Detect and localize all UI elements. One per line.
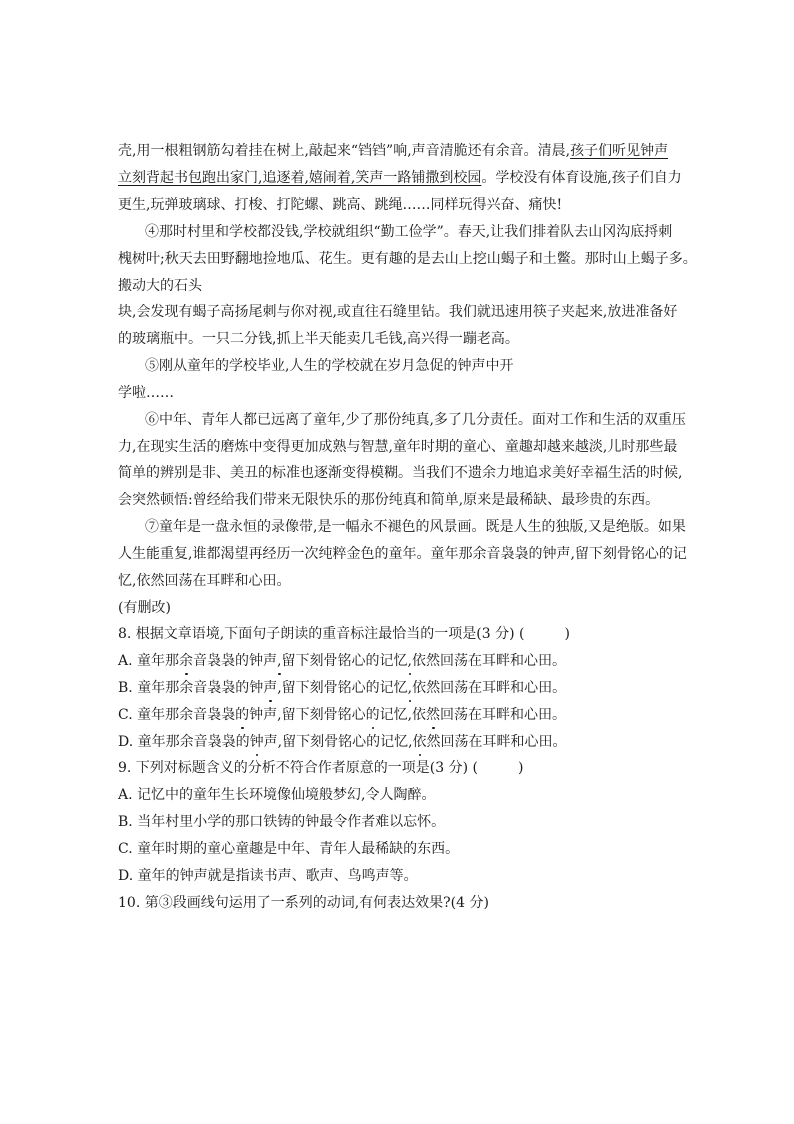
question-9-stem: 9. 下列对标题含义的分析不符合作者原意的一项是(3 分) ( ) — [118, 760, 524, 776]
stress-mark-char: 的 — [365, 707, 380, 723]
stress-mark-char: 依 — [412, 734, 427, 750]
underlined-sentence: 立刻背起书包跑出家门,追逐着,嬉闹着,笑声一路铺撒到校园 — [118, 170, 482, 186]
question-10-stem: 10. 第③段画线句运用了一系列的动词,有何表达效果?(4 分) — [118, 895, 489, 911]
paragraph-7-line-2: 人生能重复,谁都渴望再经历一次纯粹金色的童年。童年那余音袅袅的钟声,留下刻骨铭心的记 — [118, 546, 687, 562]
paragraph-4-line-2: 槐树叶;秋天去田野翻地捡地瓜、花生。更有趣的是去山上挖山蝎子和土鳖。那时山上蝎子多。 — [118, 251, 697, 267]
paragraph-4-line-5: 的玻璃瓶中。一只二分钱,抓上半天能卖几毛钱,高兴得一蹦老高。 — [118, 331, 519, 347]
paragraph-5-line-2: 学啦…… — [118, 385, 174, 401]
paragraph-4-line-4: 块,会发现有蝎子高扬尾刺与你对视,或直往石缝里钻。我们就迅速用筷子夹起来,放进准备好 — [118, 304, 678, 320]
paragraph-3-line-1: 壳,用一根粗钢筋勾着挂在树上,敲起来“铛铛”响,声音清脆还有余音。清晨,孩子们听见钟声 — [118, 143, 669, 159]
paragraph-3-line-2: 立刻背起书包跑出家门,追逐着,嬉闹着,笑声一路铺撒到校园。学校没有体育设施,孩子们自力 — [118, 170, 682, 186]
paragraph-6-line-2: 力,在现实生活的磨炼中变得更加成熟与智慧,童年时期的童心、童趣却越来越淡,儿时那些最 — [118, 439, 678, 455]
paragraph-5-line-1: ⑤刚从童年的学校毕业,人生的学校就在岁月急促的钟声中开 — [145, 358, 514, 374]
paragraph-4-line-3: 搬动大的石头 — [118, 278, 202, 294]
paragraph-6-line-4: 会突然顿悟:曾经给我们带来无限快乐的那份纯真和简单,原来是最稀缺、最珍贵的东西。 — [118, 492, 660, 508]
paragraph-7-line-1: ⑦童年是一盘永恒的录像带,是一幅永不褪色的风景画。既是人生的独版,又是绝版。如果 — [145, 519, 686, 535]
question-9-option-d: D. 童年的钟声就是指读书声、歌声、鸟鸣声等。 — [118, 868, 418, 884]
question-9-option-c: C. 童年时期的童心童趣是中年、青年人最稀缺的东西。 — [118, 841, 460, 857]
stress-mark-char: 的 — [235, 707, 250, 723]
stress-mark-char: 然 — [426, 707, 441, 723]
edit-note: (有删改) — [118, 600, 171, 616]
stress-mark-char: , — [407, 680, 413, 696]
stress-mark-char: 钟 — [249, 734, 264, 750]
paragraph-6-line-1: ⑥中年、青年人都已远离了童年,少了那份纯真,多了几分责任。面对工作和生活的双重压 — [145, 412, 686, 428]
paragraph-3-line-3: 更生,玩弹玻璃球、打梭、打陀螺、跳高、跳绳……同样玩得兴奋、痛快! — [118, 197, 563, 213]
stress-mark-char: 声 — [263, 680, 278, 696]
question-8-option-b: B. 童年那余音袅袅的钟声,留下刻骨铭心的记忆,依然回荡在耳畔和心田。 — [118, 680, 567, 696]
question-9-option-b: B. 当年村里小学的那口铁铸的钟最令作者难以忘怀。 — [118, 814, 446, 830]
stress-mark-char: , — [277, 653, 282, 669]
question-9-option-a: A. 记忆中的童年生长环境像仙境般梦幻,令人陶醉。 — [118, 787, 436, 803]
question-8-stem: 8. 根据文章语境,下面句子朗读的重音标注最恰当的一项是(3 分) ( ) — [118, 626, 570, 642]
question-8-option-a: A. 童年那余音袅袅的钟声,留下刻骨铭心的记忆,依然回荡在耳畔和心田。 — [118, 653, 566, 669]
paragraph-6-line-3: 简单的辨别是非、美丑的标准也逐渐变得模糊。当我们不遗余力地追求美好幸福生活的时候, — [118, 465, 683, 481]
paragraph-4-line-1: ④那时村里和学校都没钱,学校就组织“勤工俭学”。春天,让我们排着队去山冈沟底捋刺 — [145, 224, 673, 240]
underlined-sentence: 孩子们听见钟声 — [570, 143, 669, 159]
question-8-option-c: C. 童年那余音袅袅的钟声,留下刻骨铭心的记忆,依然回荡在耳畔和心田。 — [118, 707, 567, 723]
question-8-option-d: D. 童年那余音袅袅的钟声,留下刻骨铭心的记忆,依然回荡在耳畔和心田。 — [118, 734, 567, 750]
stress-mark-char: , — [407, 653, 412, 669]
stress-mark-char: 余 — [179, 653, 194, 669]
paragraph-7-line-3: 忆,依然回荡在耳畔和心田。 — [118, 573, 291, 589]
